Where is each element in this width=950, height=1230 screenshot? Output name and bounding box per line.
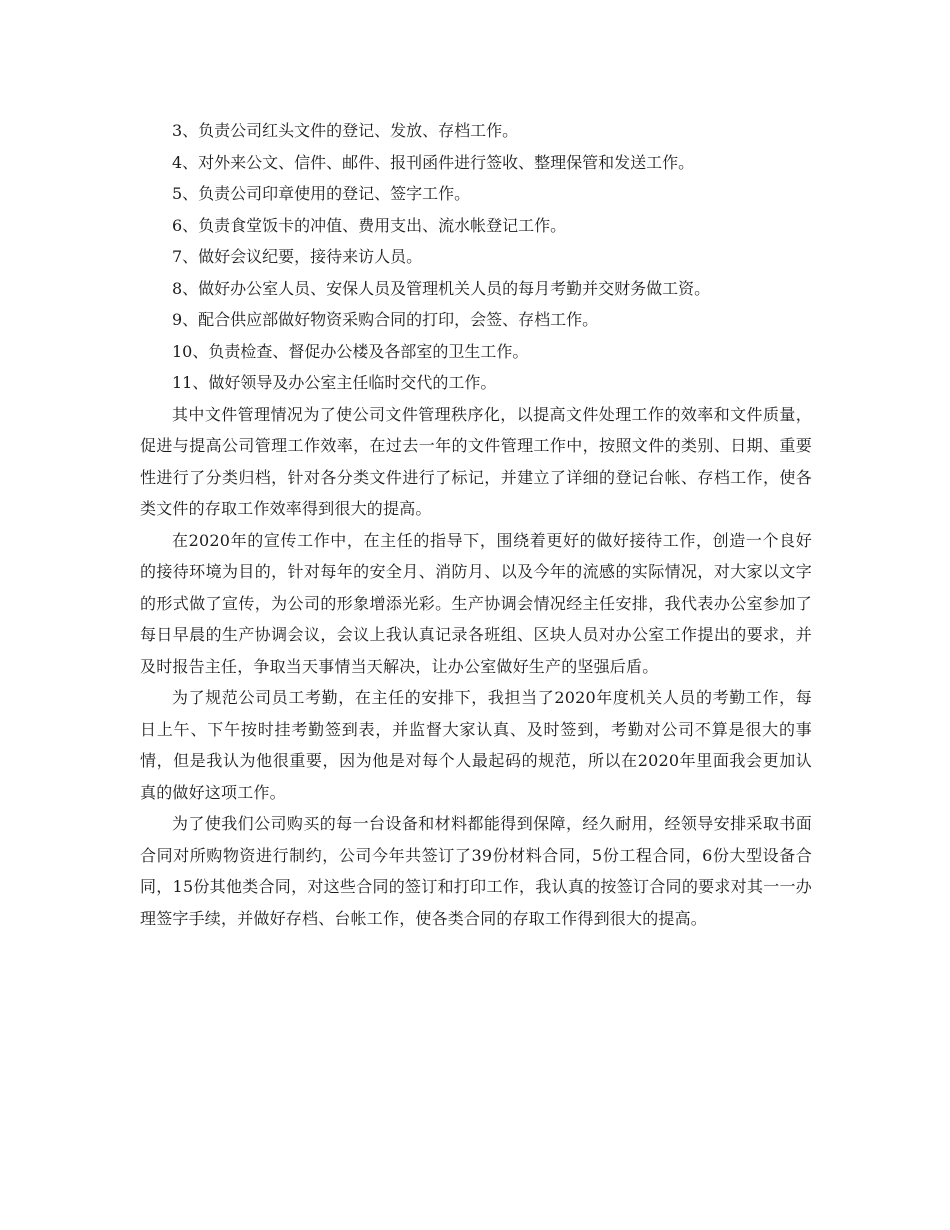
list-item: 8、做好办公室人员、安保人员及管理机关人员的每月考勤并交财务做工资。 [172,278,711,298]
paragraph-publicity: 在2020年的宣传工作中，在主任的指导下，围绕着更好的做好接待工作，创造一个良好的接待环境为目的，针对每年的安全月、消防月、以及今年的流感的实际情况，对大家以文字的形式做了宣传，为公司的形象增添光彩。生产协调会情况经主任安排，我代表办公室参加了每日早晨的生产协调会议，会议上我认真记录各班组、区块人员对办公室工作提出的要求，并及时报告主任，争取当天事情当天解决，让办公室做好生产的坚强后盾。 [140,530,812,676]
list-item: 11、做好领导及办公室主任临时交代的工作。 [172,373,497,392]
list-item: 10、负责检查、督促办公楼及各部室的卫生工作。 [172,341,529,361]
list-item: 5、负责公司印章使用的登记、签字工作。 [172,184,471,203]
list-item: 7、做好会议纪要，接待来访人员。 [172,247,423,266]
paragraph-attendance: 为了规范公司员工考勤，在主任的安排下，我担当了2020年度机关人员的考勤工作，每日上午、下午按时挂考勤签到表，并监督大家认真、及时签到，考勤对公司不算是很大的事情，但是我认为他很重要，因为他是对每个人最起码的规范，所以在2020年里面我会更加认真的做好这项工作。 [140,688,812,802]
list-item: 9、配合供应部做好物资采购合同的打印，会签、存档工作。 [172,310,599,329]
list-item: 6、负责食堂饭卡的冲值、费用支出、流水帐登记工作。 [172,215,567,235]
list-item: 3、负责公司红头文件的登记、发放、存档工作。 [172,121,519,140]
paragraph-file-management: 其中文件管理情况为了使公司文件管理秩序化，以提高文件处理工作的效率和文件质量，促进与提高公司管理工作效率，在过去一年的文件管理工作中，按照文件的类别、日期、重要性进行了分类归档，针对各分类文件进行了标记，并建立了详细的登记台帐、存档工作，使各类文件的存取工作效率得到很大的提高。 [140,404,812,518]
paragraph-contracts: 为了使我们公司购买的每一台设备和材料都能得到保障，经久耐用，经领导安排采取书面合同对所购物资进行制约，公司今年共签订了39份材料合同，5份工程合同，6份大型设备合同，15份其他类合同，对这些合同的签订和打印工作，我认真的按签订合同的要求对其一一办理签字手续，并做好存档、台帐工作，使各类合同的存取工作得到很大的提高。 [140,814,812,928]
list-item: 4、对外来公文、信件、邮件、报刊函件进行签收、整理保管和发送工作。 [172,152,695,172]
document-body [140,115,812,934]
